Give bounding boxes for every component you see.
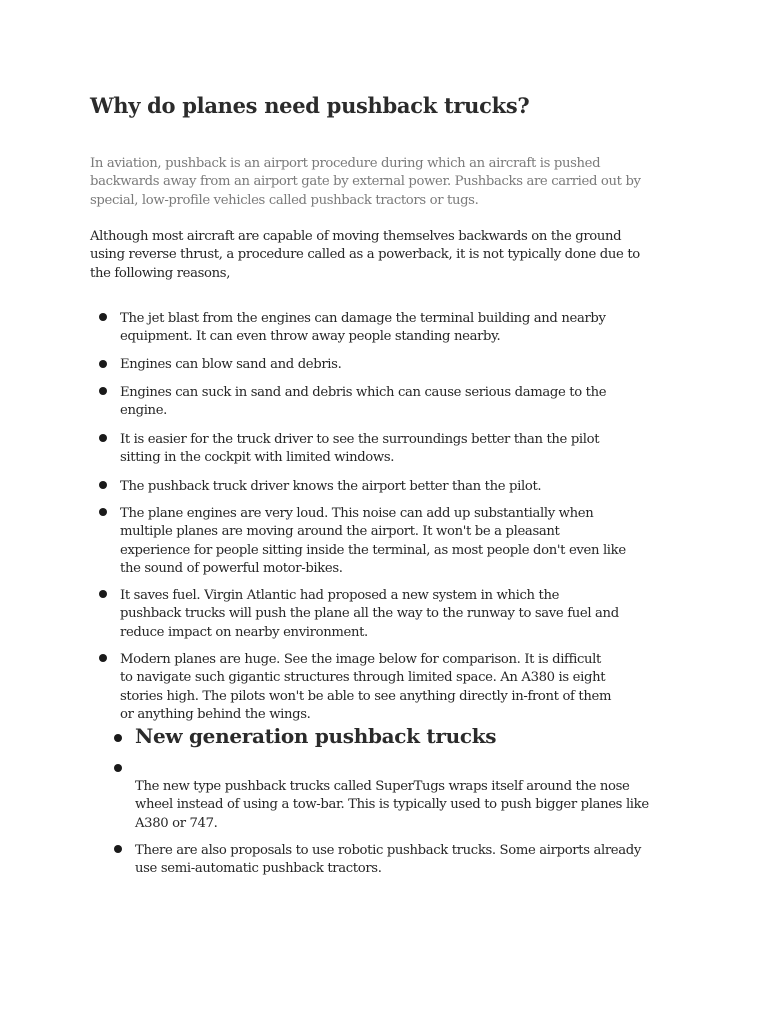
bullet-icon [99,481,107,489]
list-item: There are also proposals to use robotic pushback trucks. Some airports already use semi-automatic pushback tractors. [135,843,641,877]
bullet-icon [99,360,107,368]
bullet-icon [99,434,107,442]
bullet-icon [114,845,122,853]
powerback-paragraph: Although most aircraft are capable of moving themselves backwards on the ground using reverse thrust, a procedure called as a powerback, it is not typically done due to the following reasons, [90,229,640,281]
bullet-icon [99,387,107,395]
list-item: The pushback truck driver knows the airport better than the pilot. [120,479,542,494]
list-item: It saves fuel. Virgin Atlantic had proposed a new system in which the pushback trucks will push the plane all the way to the runway to save fuel and reduce impact on nearby environment. [120,588,619,640]
list-item: Modern planes are huge. See the image below for comparison. It is difficult to navigate such gigantic structures through limited space. An A380 is eight stories high. The pilots won't be able to see anything directly in-front of them or anything behind the wings. [120,652,612,723]
list-item: The new type pushback trucks called SuperTugs wraps itself around the nose wheel instead of using a tow-bar. This is typically used to push bigger planes like A380 or 747. [135,779,649,831]
section-heading: New generation pushback trucks [135,724,497,748]
page-title: Why do planes need pushback trucks? [90,93,530,118]
bullet-icon [99,590,107,598]
bullet-icon [99,313,107,321]
bullet-icon [99,654,107,662]
list-item: The plane engines are very loud. This noise can add up substantially when multiple planes are moving around the airport. It won't be a pleasant experience for people sitting inside the terminal, as most people don't even like the sound of powerful motor-bikes. [120,506,626,577]
intro-paragraph: In aviation, pushback is an airport procedure during which an aircraft is pushed backwards away from an airport gate by external power. Pushbacks are carried out by special, low-profile vehicles called pushback tractors or tugs. [90,156,641,208]
bullet-icon [114,734,122,742]
list-item: Engines can suck in sand and debris which can cause serious damage to the engine. [120,385,607,419]
bullet-icon [114,764,122,772]
bullet-icon [99,508,107,516]
list-item: The jet blast from the engines can damage the terminal building and nearby equipment. It can even throw away people standing nearby. [120,311,606,345]
list-item: Engines can blow sand and debris. [120,357,342,372]
list-item: It is easier for the truck driver to see the surroundings better than the pilot sitting in the cockpit with limited windows. [120,432,600,466]
